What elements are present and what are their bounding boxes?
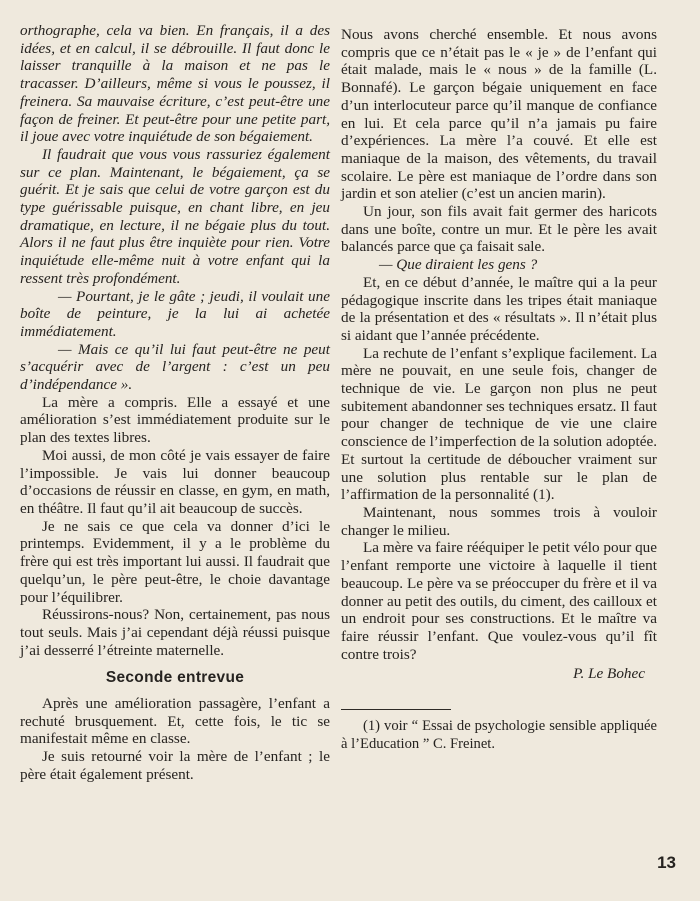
dialogue-line: — Mais ce qu’il lui faut peut-être ne peut s’acquérir avec de l’argent : c’est un peu d’indépendance ». xyxy=(20,340,330,394)
footnote-divider xyxy=(341,709,451,710)
paragraph: Après une amélioration passagère, l’enfant a rechuté brusquement. Et, cette fois, le tic se manifestait même en classe. xyxy=(20,695,330,748)
right-column xyxy=(341,26,657,753)
section-heading: Seconde entrevue xyxy=(105,669,245,687)
paragraph: orthographe, cela va bien. En français, il a des idées, et en calcul, il se débrouille. Il faut donc le laisser tranquille à la maison et ne pas le tracasser. D’ailleurs, même si vous le poussez, il freinera. Sa mauvaise écriture, c’est peut-être une façon de freiner. Et peut-être pour une petite part, il joue avec votre inquiétude de son bégaiement. xyxy=(20,22,330,146)
left-column xyxy=(20,22,330,784)
dialogue-line: — Pourtant, je le gâte ; jeudi, il voulait une boîte de peinture, je la lui ai achetée immédiatement. xyxy=(20,287,330,340)
footnote: (1) voir “ Essai de psychologie sensible appliquée à l’Education ” C. Freinet. xyxy=(341,718,657,752)
paragraph: La mère va faire rééquiper le petit vélo pour que l’enfant remporte une victoire à laquelle il tient beaucoup. Le père va se préoccuper du frère et il va donner au petit des outils, du ciment, des cailloux et un endroit pour ses constructions. Et le maître va faire réussir l’enfant. Que voulez-vous qu’il fît contre trois? xyxy=(341,539,657,663)
paragraph: Il faudrait que vous vous rassuriez également sur ce plan. Maintenant, le bégaiement, ça se guérit. Et je sais que celui de votre garçon est du type guérissable puisque, en chant libre, en jeu dramatique, en lecture, il ne bégaie plus du tout. Alors il ne faut plus être inquiète pour rien. Votre inquiétude elle-même nuit à votre enfant qui la ressent très profondément. xyxy=(20,145,330,287)
page-number: 13 xyxy=(657,853,676,872)
paragraph: Nous avons cherché ensemble. Et nous avons compris que ce n’était pas le « je » de l’enfant qui était malade, mais le « nous » de la famille (L. Bonnafé). Le garçon bégaie uniquement en face d’un interlocuteur parce qu’il manque de confiance en lui. Et cela parce qu’il n’a jamais pu faire d’expériences. La mère l’a couvé. Et elle est maniaque de la maison, des vêtements, du travail scolaire. Le père est maniaque de l’ordre dans son jardin et son atelier (c’est un ancien marin). xyxy=(341,26,657,203)
author-signature: P. Le Bohec xyxy=(573,665,645,683)
paragraph: Et, en ce début d’année, le maître qui a la peur pédagogique inscrite dans les tripes était maniaque de la présentation et des « résultats ». Il n’était plus si aidant que l’année précédente. xyxy=(341,273,657,344)
paragraph: La mère a compris. Elle a essayé et une amélioration s’est immédiatement produite sur le plan des textes libres. xyxy=(20,393,330,447)
dialogue-line: — Que diraient les gens ? xyxy=(379,256,538,274)
paragraph: Je ne sais ce que cela va donner d’ici le printemps. Evidemment, il y a le problème du frère qui est très important lui aussi. Il faudrait que quelqu’un, le père peut-être, le choie davantage pour l’équilibrer. xyxy=(20,517,330,606)
paragraph: Un jour, son fils avait fait germer des haricots dans une boîte, contre un mur. Et le père les avait balancés parce que ça faisait sale. xyxy=(341,203,657,256)
paragraph: Maintenant, nous sommes trois à vouloir changer le milieu. xyxy=(341,503,657,539)
paragraph: Réussirons-nous? Non, certainement, pas nous tout seuls. Mais j’ai cependant déjà réussi puisque j’ai desserré l’étreinte maternelle. xyxy=(20,606,330,659)
paragraph: La rechute de l’enfant s’explique facilement. La mère ne pouvait, en une seule fois, changer de technique de vie. Le garçon non plus ne peut subitement abandonner ses techniques ersatz. Il faut pour changer de technique de vie une claire conscience de l’imperfection de la solution adoptée. Et surtout la certitude de déboucher vraiment sur une solution plus rentable sur le plan de l’affirmation de la personnalité (1). xyxy=(341,344,657,504)
paragraph: Moi aussi, de mon côté je vais essayer de faire l’impossible. Je vais lui donner beaucoup d’occasions de réussir en classe, en gym, en math, en théâtre. Il faut qu’il ait beaucoup de succès. xyxy=(20,446,330,517)
paragraph: Je suis retourné voir la mère de l’enfant ; le père était également présent. xyxy=(20,748,330,783)
